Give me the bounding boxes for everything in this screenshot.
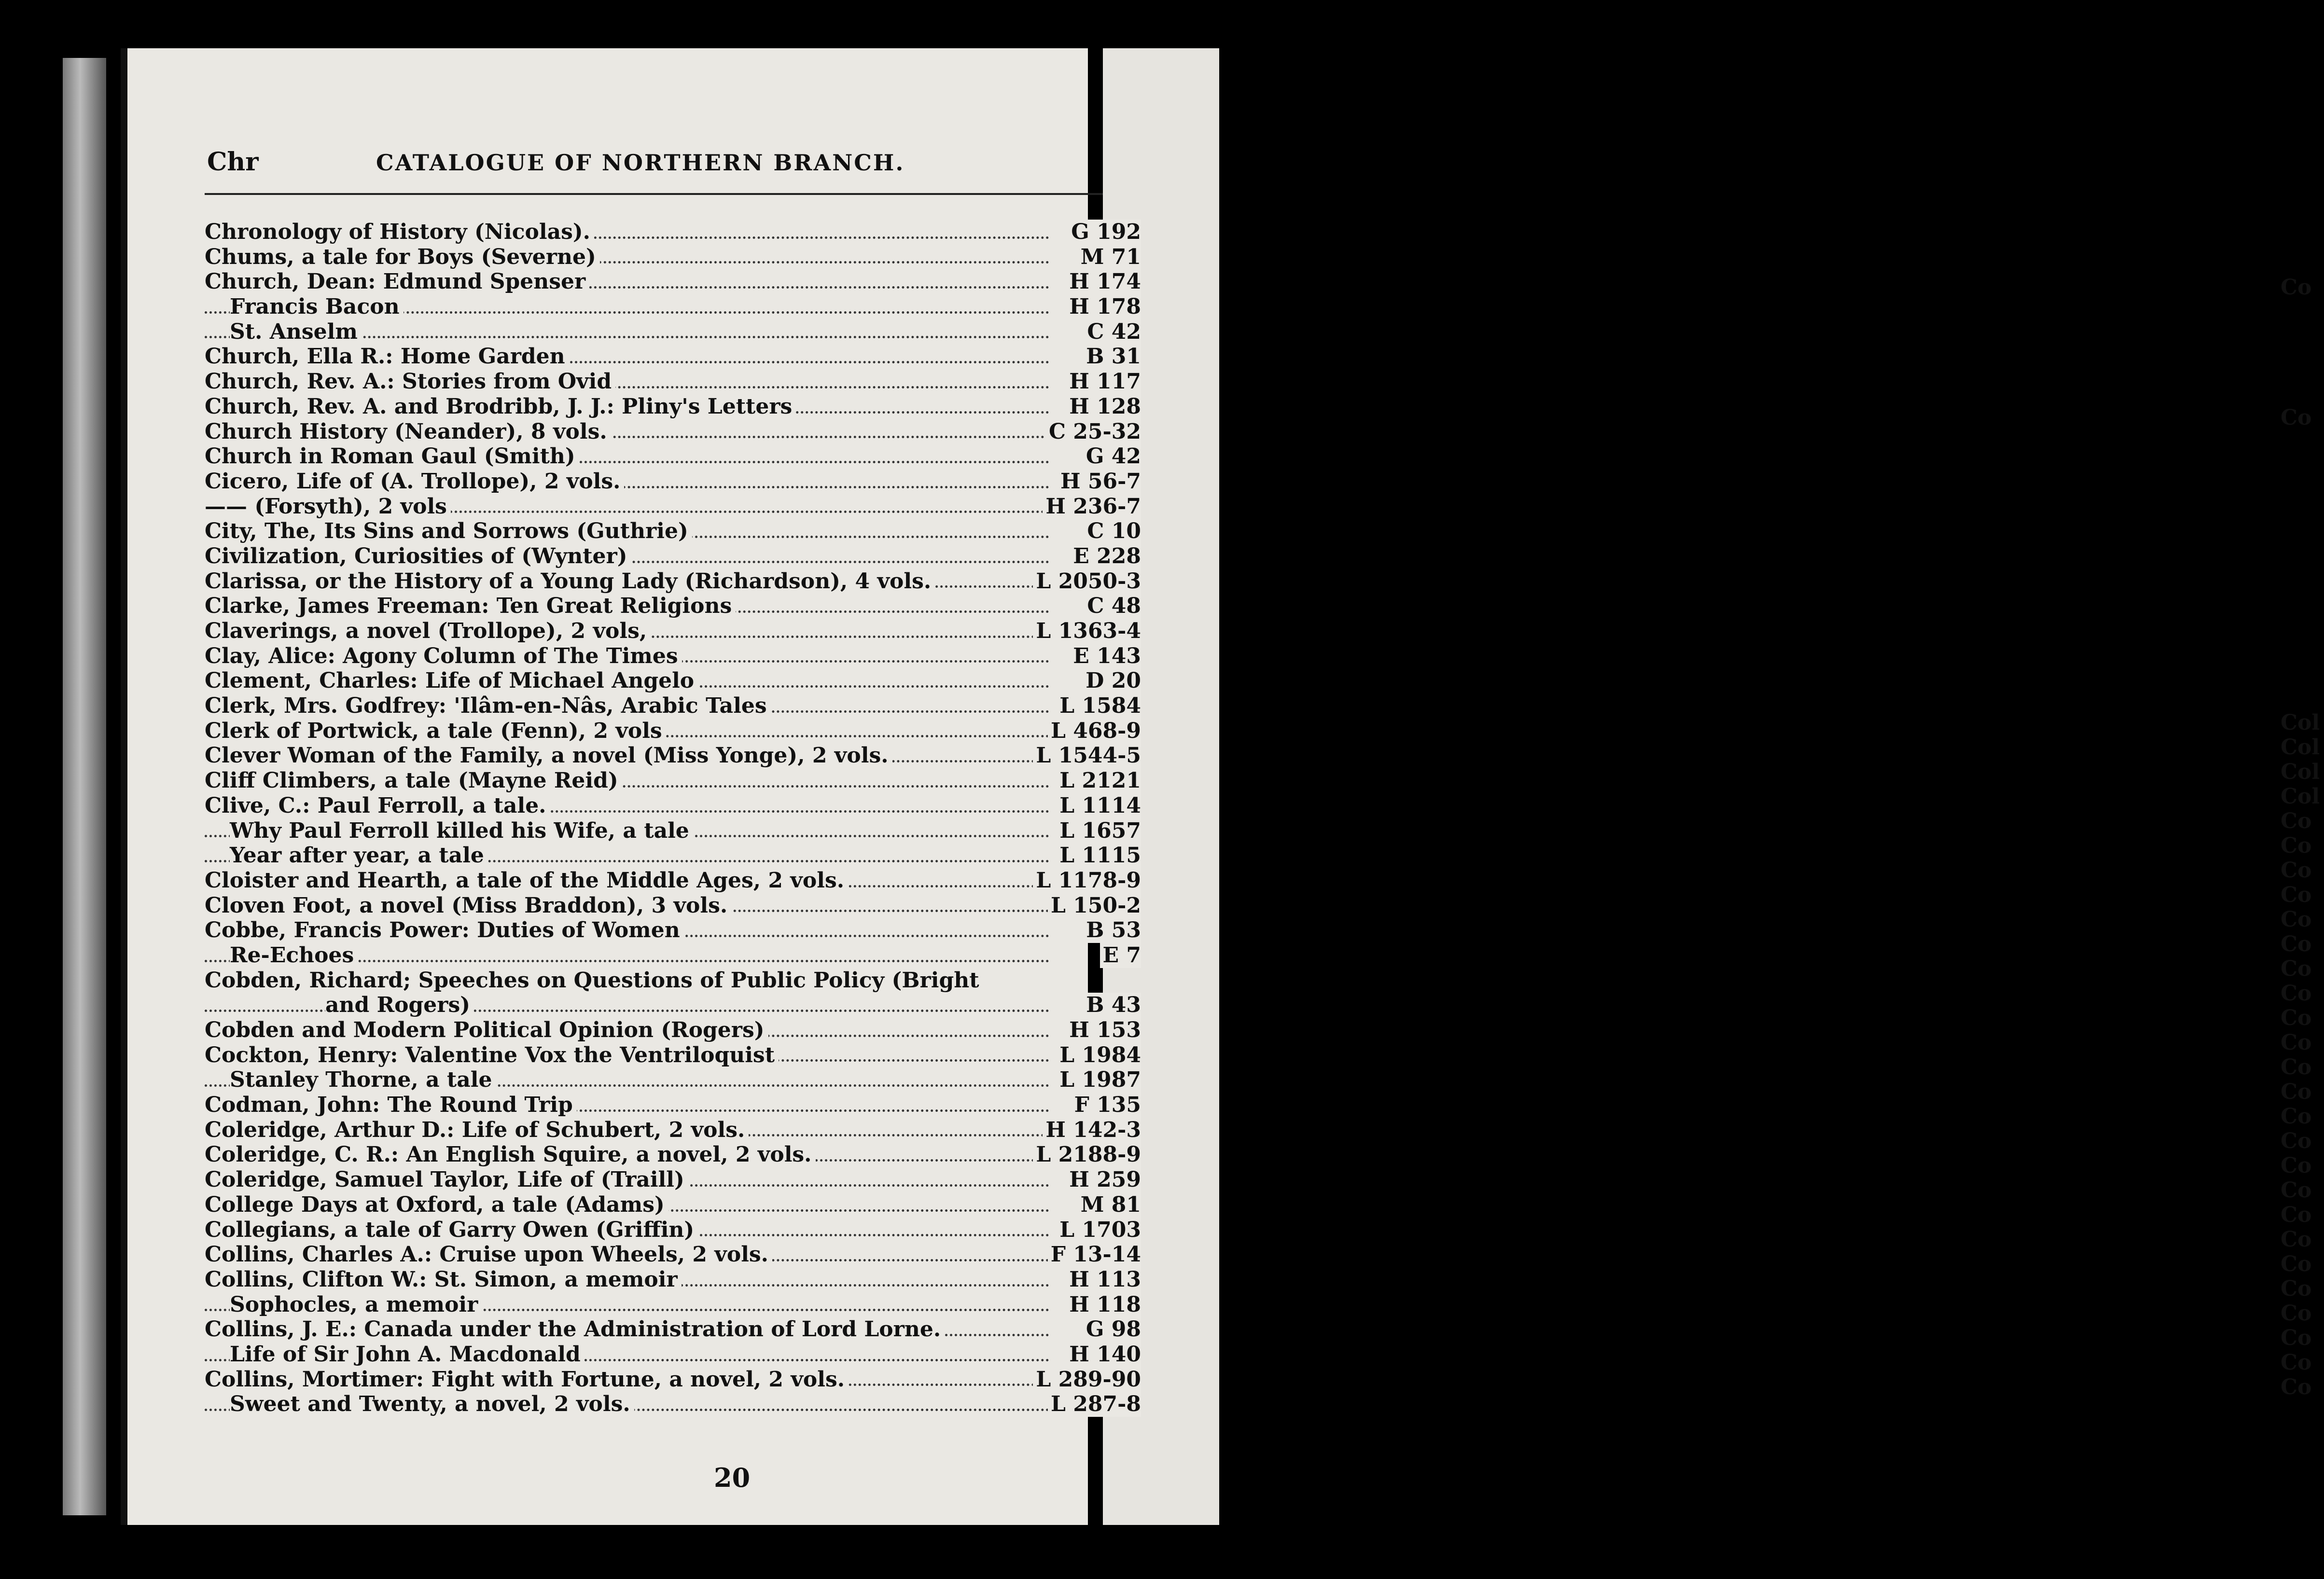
entry-shelf-mark: B 31 [1083,344,1141,369]
catalogue-page [121,48,1141,1525]
entry-title: Cliff Climbers, a tale (Mayne Reid) [205,768,622,793]
header-rule [205,193,1141,195]
entry-title: Cobden and Modern Political Opinion (Rogers) [205,1018,768,1042]
entry-title: Clerk, Mrs. Godfrey: 'Ilâm-en-Nâs, Arabic Tales [205,693,771,718]
header-title: CATALOGUE OF NORTHERN BRANCH. [376,150,905,176]
adjacent-page-fragment: Co [2281,883,2312,907]
entry-title: Collegians, a tale of Garry Owen (Griffin) [205,1218,698,1242]
catalogue-entry [205,269,1141,294]
catalogue-entry [205,1242,1141,1267]
adjacent-page-fragment: Co [2281,1080,2312,1104]
entry-title: —— (Forsyth), 2 vols [205,494,451,519]
catalogue-entry [205,868,1141,893]
catalogue-entry [205,544,1141,569]
catalogue-entries [205,220,1141,1417]
catalogue-entry [205,594,1141,619]
adjacent-page-fragment: Co [2281,1301,2312,1326]
entry-shelf-mark: H 113 [1066,1267,1141,1292]
entry-shelf-mark: L 1544-5 [1033,743,1141,768]
entry-title: Stanley Thorne, a tale [230,1067,496,1092]
entry-shelf-mark: H 236-7 [1043,494,1141,519]
entry-shelf-mark: L 1987 [1057,1067,1141,1093]
entry-shelf-mark: F 13-14 [1048,1242,1141,1267]
adjacent-page-fragment: Co [2281,1153,2312,1178]
entry-shelf-mark: H 142-3 [1043,1118,1141,1143]
adjacent-page-fragment: Co [2281,1350,2312,1375]
catalogue-entry [205,494,1141,519]
catalogue-entry [205,993,1141,1018]
entry-title: Cobden, Richard; Speeches on Questions of Public Policy (Bright [205,968,983,993]
entry-title: Life of Sir John A. Macdonald [230,1342,584,1367]
entry-shelf-mark: H 56-7 [1058,469,1141,494]
catalogue-entry [205,644,1141,669]
entry-title: Clerk of Portwick, a tale (Fenn), 2 vols [205,719,666,743]
entry-shelf-mark: B 43 [1083,993,1141,1018]
entry-shelf-mark: C 10 [1084,519,1141,544]
entry-title: Claverings, a novel (Trollope), 2 vols, [205,619,651,643]
book-binding [63,58,106,1515]
entry-shelf-mark: E 228 [1070,544,1141,569]
adjacent-page-fragment: Co [2281,1252,2312,1276]
entry-shelf-mark: L 289-90 [1033,1367,1141,1392]
entry-shelf-mark: M 71 [1078,245,1141,270]
entry-shelf-mark: H 178 [1066,294,1141,319]
entry-shelf-mark: H 118 [1066,1292,1141,1317]
catalogue-entry [205,693,1141,719]
entry-title: Church, Rev. A. and Brodribb, J. J.: Pliny's Letters [205,394,796,419]
entry-shelf-mark: L 1657 [1057,818,1141,844]
entry-shelf-mark: H 128 [1066,394,1141,419]
adjacent-page-fragment: Co [2281,1227,2312,1252]
entry-shelf-mark: H 259 [1066,1167,1141,1192]
entry-shelf-mark: D 20 [1083,668,1141,693]
entry-shelf-mark: G 98 [1083,1317,1141,1342]
adjacent-page-fragment: Co [2281,1104,2312,1129]
entry-shelf-mark: L 287-8 [1048,1392,1141,1417]
entry-title: and Rogers) [325,993,474,1017]
entry-title: Cockton, Henry: Valentine Vox the Ventriloquist [205,1043,779,1067]
adjacent-page-fragment: Co [2281,1006,2312,1030]
entry-title: Clay, Alice: Agony Column of The Times [205,644,682,668]
entry-title: Why Paul Ferroll killed his Wife, a tale [230,818,693,843]
catalogue-entry [205,1118,1141,1143]
catalogue-entry [205,793,1141,818]
entry-shelf-mark: C 42 [1084,319,1141,345]
entry-shelf-mark: L 1114 [1057,793,1141,818]
entry-shelf-mark: L 150-2 [1048,893,1141,918]
entry-shelf-mark: L 1703 [1057,1218,1141,1243]
catalogue-entry [205,369,1141,394]
entry-shelf-mark: H 174 [1066,269,1141,294]
adjacent-page-fragment: Col [2281,784,2320,809]
header-abbreviation: Chr [207,147,259,177]
entry-title: Church History (Neander), 8 vols. [205,419,611,444]
catalogue-entry [205,1367,1141,1392]
adjacent-page-fragment: Co [2281,1129,2312,1153]
adjacent-page-fragment: Co [2281,405,2312,430]
adjacent-page-fragment: Co [2281,907,2312,932]
entry-title: Chronology of History (Nicolas). [205,220,594,244]
page-header [207,147,1143,186]
entry-shelf-mark: H 140 [1066,1342,1141,1367]
entry-title: Civilization, Curiosities of (Wynter) [205,544,631,568]
entry-shelf-mark: L 2188-9 [1033,1142,1141,1167]
entry-title: Sweet and Twenty, a novel, 2 vols. [230,1392,634,1416]
entry-title: Church, Rev. A.: Stories from Ovid [205,369,615,394]
entry-title: Coleridge, C. R.: An English Squire, a novel, 2 vols. [205,1142,816,1167]
entry-shelf-mark: C 48 [1084,594,1141,619]
adjacent-page-fragment: Co [2281,1055,2312,1080]
entry-title: Collins, J. E.: Canada under the Administration of Lord Lorne. [205,1317,945,1342]
catalogue-entry [205,968,1141,993]
catalogue-entry [205,719,1141,744]
adjacent-page-fragment: Co [2281,1276,2312,1301]
entry-title: Clarissa, or the History of a Young Lady (Richardson), 4 vols. [205,569,935,594]
catalogue-entry [205,1093,1141,1118]
entry-title: Collins, Clifton W.: St. Simon, a memoir [205,1267,682,1292]
adjacent-page-fragment: Col [2281,735,2320,760]
entry-shelf-mark: G 192 [1068,220,1141,245]
entry-shelf-mark: E 7 [1100,943,1141,968]
entry-title: Clement, Charles: Life of Michael Angelo [205,668,698,693]
adjacent-page-fragment: Co [2281,1030,2312,1055]
adjacent-page-fragment: Col [2281,710,2320,735]
entry-title: City, The, Its Sins and Sorrows (Guthrie) [205,519,692,543]
adjacent-page-fragment: Co [2281,275,2312,300]
entry-title: Clive, C.: Paul Ferroll, a tale. [205,793,550,818]
catalogue-entry [205,1267,1141,1292]
catalogue-entry [205,843,1141,868]
catalogue-entry [205,1018,1141,1043]
entry-title: Collins, Mortimer: Fight with Fortune, a novel, 2 vols. [205,1367,849,1392]
catalogue-entry [205,1392,1141,1417]
catalogue-entry [205,1067,1141,1093]
entry-title: Clarke, James Freeman: Ten Great Religions [205,594,736,618]
catalogue-entry [205,220,1141,245]
entry-shelf-mark: F 135 [1072,1093,1141,1118]
entry-shelf-mark: E 143 [1070,644,1141,669]
page-number: 20 [714,1462,751,1493]
catalogue-entry [205,768,1141,793]
adjacent-page-fragment: Co [2281,981,2312,1006]
entry-title: Cicero, Life of (A. Trollope), 2 vols. [205,469,624,494]
entry-title: St. Anselm [230,319,362,344]
adjacent-page-fragment: Co [2281,956,2312,981]
entry-shelf-mark: H 117 [1066,369,1141,394]
entry-title: Church in Roman Gaul (Smith) [205,444,579,469]
entry-shelf-mark: L 1178-9 [1033,868,1141,893]
adjacent-page-fragment: Co [2281,858,2312,883]
catalogue-entry [205,818,1141,844]
catalogue-entry [205,1292,1141,1317]
adjacent-page-fragment: Co [2281,809,2312,833]
entry-title: Church, Dean: Edmund Spenser [205,269,589,294]
entry-shelf-mark: B 53 [1083,918,1141,943]
entry-shelf-mark: L 1584 [1057,693,1141,719]
catalogue-entry [205,893,1141,918]
entry-shelf-mark: L 1984 [1057,1043,1141,1068]
catalogue-entry [205,319,1141,345]
entry-title: Collins, Charles A.: Cruise upon Wheels, 2 vols. [205,1242,772,1267]
catalogue-entry [205,1192,1141,1218]
entry-shelf-mark: L 1115 [1057,843,1141,868]
catalogue-entry [205,519,1141,544]
catalogue-entry [205,918,1141,943]
catalogue-entry [205,394,1141,419]
adjacent-page-fragment: Col [2281,760,2320,784]
catalogue-entry [205,245,1141,270]
catalogue-entry [205,743,1141,768]
adjacent-page-fragment: Co [2281,1375,2312,1399]
entry-title: Coleridge, Arthur D.: Life of Schubert, 2 vols. [205,1118,749,1142]
entry-shelf-mark: L 2121 [1057,768,1141,793]
entry-title: College Days at Oxford, a tale (Adams) [205,1192,668,1217]
catalogue-entry [205,1218,1141,1243]
entry-shelf-mark: G 42 [1083,444,1141,469]
entry-shelf-mark: L 468-9 [1048,719,1141,744]
adjacent-page-fragment: Co [2281,1178,2312,1203]
catalogue-entry [205,668,1141,693]
catalogue-entry [205,1317,1141,1342]
catalogue-entry [205,444,1141,469]
entry-title: Cobbe, Francis Power: Duties of Women [205,918,684,942]
catalogue-entry [205,619,1141,644]
entry-title: Codman, John: The Round Trip [205,1093,577,1117]
entry-shelf-mark: L 1363-4 [1033,619,1141,644]
adjacent-page-fragment: Co [2281,932,2312,956]
catalogue-entry [205,1043,1141,1068]
catalogue-entry [205,419,1141,444]
entry-shelf-mark: M 81 [1078,1192,1141,1218]
catalogue-entry [205,469,1141,494]
entry-title: Church, Ella R.: Home Garden [205,344,569,369]
catalogue-entry [205,344,1141,369]
entry-title: Francis Bacon [230,294,404,319]
entry-title: Cloven Foot, a novel (Miss Braddon), 3 vols. [205,893,731,918]
entry-title: Clever Woman of the Family, a novel (Miss Yonge), 2 vols. [205,743,892,768]
catalogue-entry [205,569,1141,594]
entry-title: Year after year, a tale [230,843,488,868]
catalogue-entry [205,1142,1141,1167]
adjacent-page-fragment: Co [2281,1203,2312,1227]
adjacent-page-fragment: Co [2281,833,2312,858]
entry-title: Sophocles, a memoir [230,1292,482,1317]
catalogue-entry [205,943,1141,968]
entry-title: Coleridge, Samuel Taylor, Life of (Traill) [205,1167,688,1192]
entry-title: Re-Echoes [230,943,358,968]
adjacent-page-fragment: Co [2281,1326,2312,1350]
catalogue-entry [205,1167,1141,1192]
entry-title: Chums, a tale for Boys (Severne) [205,245,600,269]
entry-title: Cloister and Hearth, a tale of the Middle Ages, 2 vols. [205,868,848,893]
catalogue-entry [205,294,1141,319]
entry-shelf-mark: C 25-32 [1046,419,1141,444]
entry-shelf-mark: L 2050-3 [1033,569,1141,594]
catalogue-entry [205,1342,1141,1367]
entry-shelf-mark: H 153 [1066,1018,1141,1043]
